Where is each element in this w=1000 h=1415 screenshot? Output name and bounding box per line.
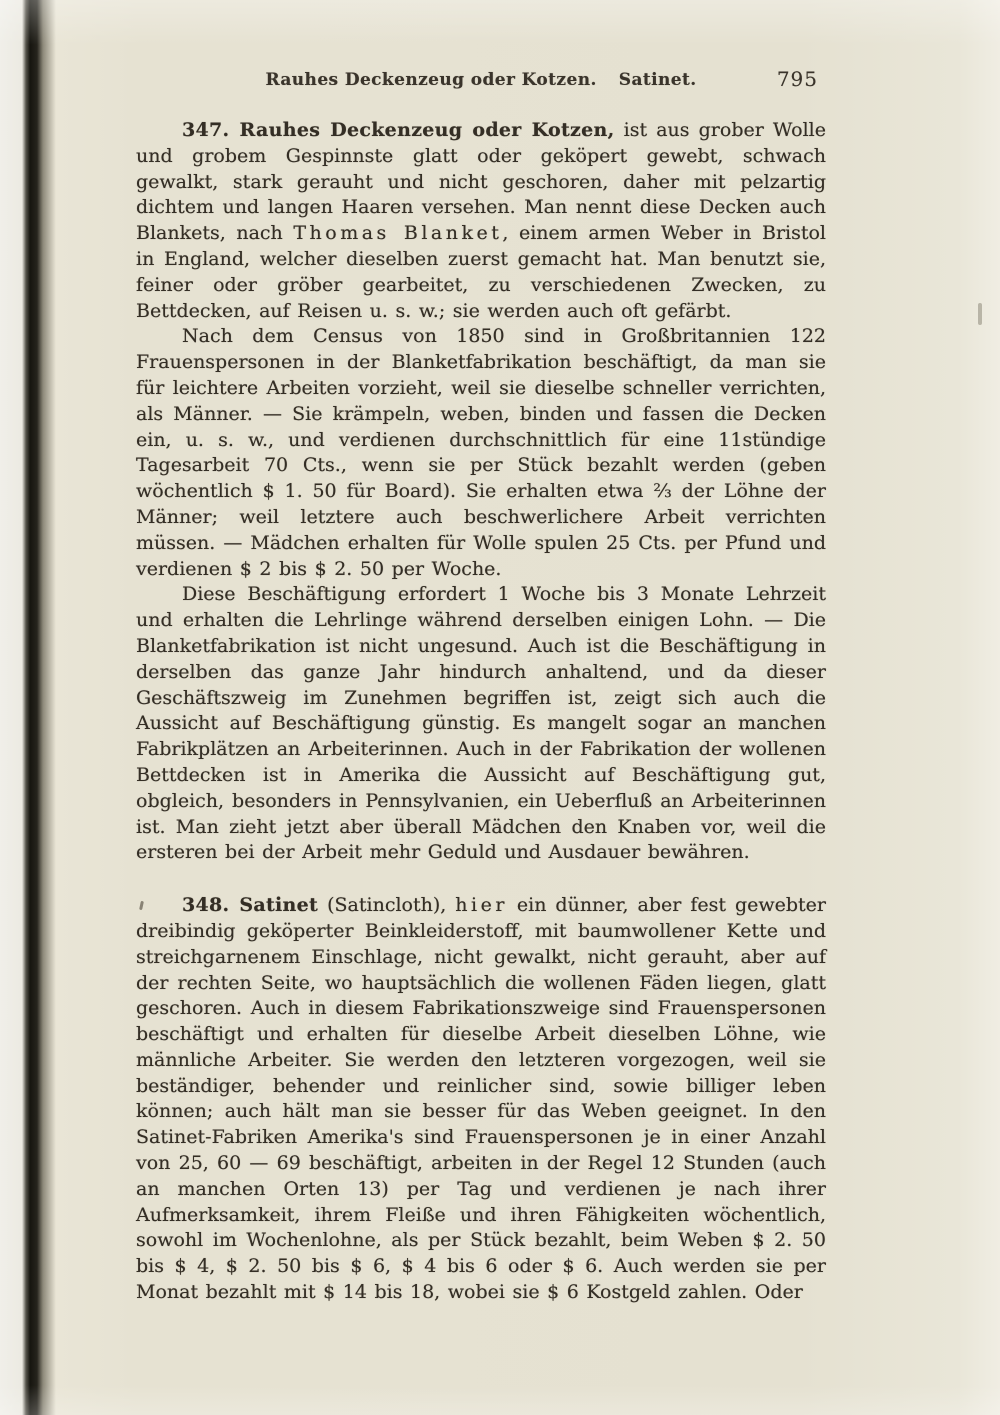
emphasized-name: Thomas Blanket <box>293 222 503 245</box>
section-heading-348: 348. Satinet <box>182 894 319 917</box>
running-title-secondary: Satinet. <box>618 70 697 90</box>
scan-smudge <box>978 303 982 325</box>
paragraph-348-satinet <box>136 893 826 1306</box>
text-run: Nach dem Census von 1850 sind in Großbritannien 122 Frauenspersonen in der Blanketfabrikation beschäftigt, da man sie für leichtere Arbeiten vorzieht, weil sie dieselbe schneller verrichten, als Männer. — Sie krämpeln, weben, binden und fassen die Decken ein, u. s. w., und verdienen durchschnittlich für eine 11stündige Tagesarbeit 70 Cts., wenn sie per Stück bezahlt werden (geben wöchentlich $ 1. 50 für Board). Sie erhalten etwa ⅔ der Löhne der Männer; weil letztere auch beschwerlichere Arbeit verrichten müssen. — Mädchen erhalten für Wolle spulen 25 Cts. per Pfund und verdienen $ 2 bis $ 2. 50 per Woche. <box>136 325 826 580</box>
running-title <box>265 70 696 90</box>
text-run: , einem armen Weber in Bristol in England, welcher dieselben zuerst gemacht hat. Man benutzt sie, feiner oder gröber gearbeitet, zu verschiedenen Zwecken, zu Bettdecken, auf Reisen u. s. w.; sie werden auch oft gefärbt. <box>136 222 827 322</box>
page-number: 795 <box>776 67 818 91</box>
body-text <box>136 118 826 1306</box>
section-heading-347: 347. Rauhes Deckenzeug oder Kotzen, <box>182 119 615 141</box>
emphasized-word: hier <box>455 894 508 917</box>
paragraph-347-employment <box>136 582 826 866</box>
text-run: ist aus grober Wolle und grobem Gespinnste glatt oder geköpert gewebt, schwach gewalkt, stark gerauht und nicht geschoren, daher mit pelzartig dichtem und langen Haaren versehen. Man nennt diese Decken auch Blankets, nach <box>136 119 826 245</box>
text-run: ein dünner, aber fest gewebter dreibindig geköperter Beinkleiderstoff, mit baumwollener Kette und streichgarnenem Einschlage, nicht gewalkt, nicht gerauht, aber auf der rechten Seite, wo hauptsächlich die wollenen Fäden liegen, glatt geschoren. Auch in diesem Fabrikationszweige sind Frauenspersonen beschäftigt und erhalten für dieselbe Arbeit dieselben Löhne, wie männliche Arbeiter. Sie werden den letzteren vorgezogen, weil sie beständiger, behender und reinlicher sind, sowie billiger leben können; auch hält man sie besser für das Weben geeignet. In den Satinet-Fabriken Amerika's sind Frauenspersonen je in einer Anzahl von 25, 60 — 69 beschäftigt, arbeiten in der Regel 12 Stunden (auch an manchen Orten 13) per Tag und verdienen je nach ihrer Aufmerksamkeit, ihrem Fleiße und ihren Fähigkeiten wöchentlich, sowohl im Wochenlohne, als per Stück bezahlt, beim Weben $ 2. 50 bis $ 4, $ 2. 50 bis $ 6, $ 4 bis 6 oder $ 6. Auch werden sie per Monat bezahlt mit $ 14 bis 18, wobei sie $ 6 Kostgeld zahlen. Oder <box>136 894 827 1304</box>
running-title-main: Rauhes Deckenzeug oder Kotzen. <box>265 70 597 90</box>
paragraph-347-census <box>136 324 826 582</box>
running-header <box>136 67 826 96</box>
text-run: (Satincloth), <box>318 894 456 917</box>
paragraph-347-intro <box>136 118 826 324</box>
text-run: Diese Beschäftigung erfordert 1 Woche bis 3 Monate Lehrzeit und erhalten die Lehrlinge während derselben einigen Lohn. — Die Blanketfabrikation ist nicht ungesund. Auch ist die Beschäftigung in derselben das ganze Jahr hindurch anhaltend, und da dieser Geschäftszweig im Zunehmen begriffen ist, zeigt sich auch die Aussicht auf Beschäftigung günstig. Es mangelt sogar an manchen Fabrikplätzen an Arbeiterinnen. Auch in der Fabrikation der wollenen Bettdecken ist in Amerika die Aussicht auf Beschäftigung gut, obgleich, besonders in Pennsylvanien, ein Ueberfluß an Arbeiterinnen ist. Man zieht jetzt aber überall Mädchen den Knaben vor, weil die ersteren bei der Arbeit mehr Geduld und Ausdauer bewähren. <box>136 583 826 864</box>
